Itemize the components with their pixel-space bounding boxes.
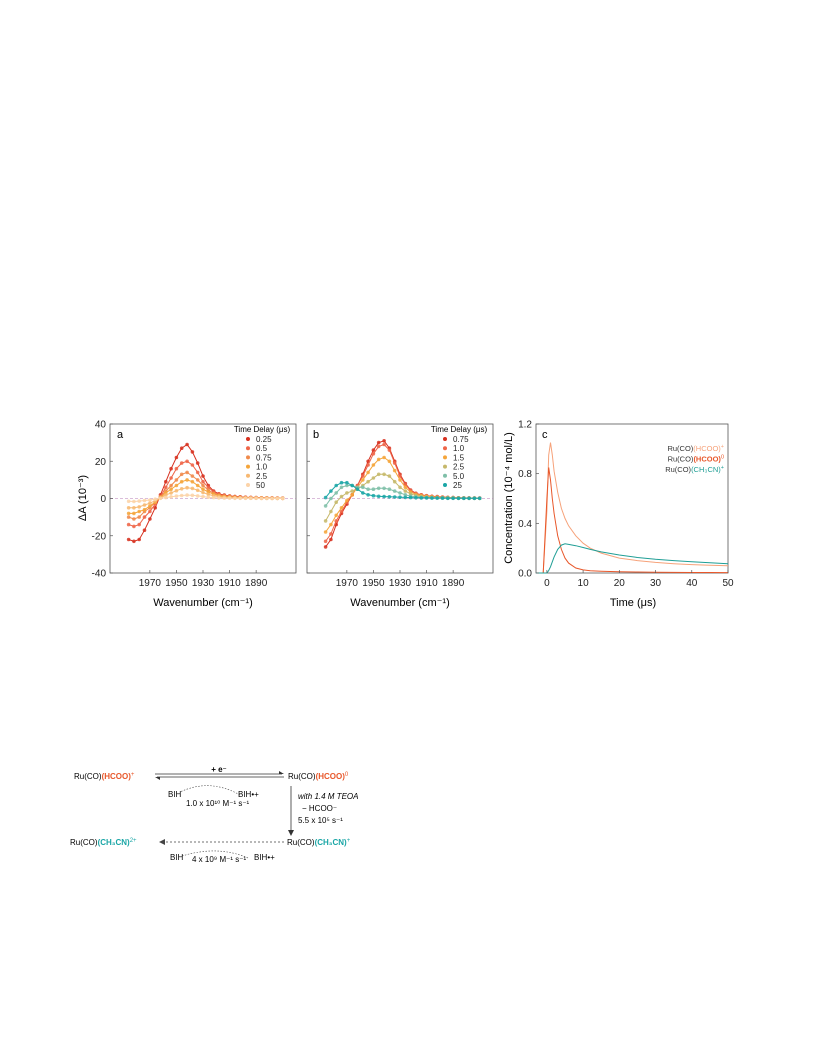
electron-label: + e⁻ <box>211 765 227 774</box>
data-point <box>457 497 461 501</box>
data-point <box>249 497 253 501</box>
data-point <box>372 494 376 498</box>
legend-label: 5.0 <box>453 471 465 481</box>
data-point <box>409 496 413 500</box>
legend-marker <box>443 455 447 459</box>
legend-label: 0.75 <box>256 453 272 463</box>
data-point <box>132 525 136 529</box>
data-point <box>169 467 173 471</box>
legend-marker <box>246 455 250 459</box>
panel-b-legend <box>443 435 469 490</box>
legend-label: 0.75 <box>453 435 469 444</box>
data-point <box>175 489 179 493</box>
bottom-arrowhead <box>159 839 165 845</box>
data-point <box>201 484 205 488</box>
data-point <box>345 491 349 495</box>
data-point <box>143 503 147 507</box>
data-point <box>361 491 365 495</box>
data-point <box>393 461 397 465</box>
data-point <box>382 495 386 499</box>
data-point <box>169 487 173 491</box>
x-tick-label: 40 <box>686 578 698 589</box>
data-point <box>366 493 370 497</box>
data-point <box>350 489 354 493</box>
data-point <box>143 499 147 503</box>
forward-arrowhead <box>279 771 284 774</box>
data-point <box>425 496 429 500</box>
legend-marker <box>246 474 250 478</box>
x-tick-label: 20 <box>613 578 625 589</box>
panel-b-letter: b <box>313 429 320 441</box>
bih-curve-top <box>180 786 240 795</box>
data-point <box>191 480 195 484</box>
data-point <box>180 480 184 484</box>
legend-marker <box>246 446 250 450</box>
species-left-bottom: $Ru(CO)(CH_3CN)^{2+}$ <box>70 838 137 847</box>
data-point <box>127 512 131 516</box>
data-point <box>377 441 381 445</box>
data-point <box>324 530 328 534</box>
data-point <box>137 510 141 514</box>
data-point <box>324 496 328 500</box>
y-tick-label: 0.4 <box>518 518 532 530</box>
panel-a-legend-title: Time Delay (μs) <box>233 425 291 434</box>
data-point <box>191 450 195 454</box>
condition-label: with 1.4 M TEOA <box>298 792 359 801</box>
data-point <box>175 494 179 498</box>
data-point <box>180 487 184 491</box>
data-point <box>169 476 173 480</box>
data-point <box>393 469 397 473</box>
data-point <box>398 495 402 499</box>
data-point <box>329 489 333 493</box>
data-point <box>153 497 157 501</box>
data-point <box>398 478 402 482</box>
data-point <box>334 514 338 518</box>
legend-label: 50 <box>256 481 265 490</box>
data-point <box>191 474 195 478</box>
panel-b-xlabel: Wavenumber (cm⁻¹) <box>350 597 450 609</box>
data-point <box>435 496 439 500</box>
data-point <box>201 487 205 491</box>
data-point <box>185 460 189 464</box>
data-point <box>148 517 152 521</box>
y-tick-label: -20 <box>91 531 106 543</box>
legend-label: Ru(CO)(HCOO)$^0$ <box>667 454 724 464</box>
data-point <box>169 484 173 488</box>
bih-radical-bottom: BIH•+ <box>254 853 275 862</box>
data-point <box>361 478 365 482</box>
panel-a-xlabel: Wavenumber (cm⁻¹) <box>153 597 253 609</box>
panel-a-legend <box>246 435 272 490</box>
x-tick-label: 1930 <box>388 578 412 589</box>
y-tick-label: 20 <box>94 456 106 468</box>
data-point <box>334 519 338 523</box>
vertical-rate: 5.5 x 10⁵ s⁻¹ <box>298 816 343 825</box>
x-tick-label: 1970 <box>335 578 358 589</box>
data-point <box>132 500 136 504</box>
data-point <box>382 473 386 477</box>
data-point <box>281 497 285 501</box>
data-point <box>388 460 392 464</box>
data-point <box>350 484 354 488</box>
panel-a <box>77 420 296 610</box>
x-tick-label: 0 <box>544 578 550 589</box>
data-point <box>175 484 179 488</box>
panel-b-legend-title: Time Delay (μs) <box>430 425 488 434</box>
panel-c <box>503 420 734 610</box>
data-point <box>185 471 189 475</box>
data-point <box>398 486 402 490</box>
data-point <box>324 504 328 508</box>
data-point <box>377 445 381 449</box>
panel-c-xlabel: Time (μs) <box>609 597 657 609</box>
legend-marker <box>246 483 250 487</box>
data-point <box>366 463 370 467</box>
panel-c-legend <box>665 444 724 474</box>
data-point <box>201 480 205 484</box>
data-point <box>191 494 195 498</box>
rate-bottom: 4 x 10⁹ M⁻¹ s⁻¹ <box>192 855 247 864</box>
data-point <box>329 532 333 536</box>
data-point <box>340 486 344 490</box>
data-point <box>451 497 455 501</box>
legend-marker <box>246 437 250 441</box>
legend-marker <box>443 446 447 450</box>
data-point <box>175 467 179 471</box>
data-point <box>254 497 258 501</box>
legend-label: 1.0 <box>453 444 465 454</box>
data-point <box>185 478 189 482</box>
data-point <box>132 517 136 521</box>
data-point <box>127 506 131 510</box>
reaction-scheme <box>70 765 358 864</box>
data-point <box>473 497 477 501</box>
data-point <box>185 493 189 497</box>
data-point <box>446 497 450 501</box>
data-point <box>132 512 136 516</box>
data-point <box>377 458 381 462</box>
x-tick-label: 1910 <box>218 578 241 589</box>
panel-c-ylabel: Concentration (10⁻⁴ mol/L) <box>503 432 515 564</box>
panel-c-letter: c <box>542 429 548 441</box>
x-tick-label: 1930 <box>191 578 215 589</box>
data-point <box>398 491 402 495</box>
data-point <box>137 523 141 527</box>
y-tick-label: 1.2 <box>518 419 532 431</box>
data-point <box>201 474 205 478</box>
x-tick-label: 1890 <box>245 578 268 589</box>
data-point <box>361 486 365 490</box>
legend-marker <box>443 483 447 487</box>
data-point <box>180 473 184 477</box>
data-point <box>372 452 376 456</box>
data-point <box>329 523 333 527</box>
data-point <box>382 443 386 447</box>
data-point <box>212 496 216 500</box>
data-point <box>196 461 200 465</box>
data-point <box>345 499 349 503</box>
data-point <box>404 496 408 500</box>
panel-b <box>307 424 493 609</box>
data-point <box>388 495 392 499</box>
data-point <box>340 495 344 499</box>
data-point <box>180 446 184 450</box>
data-point <box>430 496 434 500</box>
data-point <box>382 487 386 491</box>
data-point <box>137 538 141 542</box>
data-point <box>185 486 189 490</box>
data-point <box>217 496 221 500</box>
data-point <box>414 496 418 500</box>
x-tick-label: 1890 <box>442 578 465 589</box>
data-point <box>191 487 195 491</box>
y-tick-label: -40 <box>91 568 106 580</box>
data-point <box>191 463 195 467</box>
legend-marker <box>443 474 447 478</box>
data-point <box>372 463 376 467</box>
data-point <box>164 486 168 490</box>
data-point <box>196 489 200 493</box>
data-point <box>223 496 227 500</box>
data-point <box>169 491 173 495</box>
data-point <box>377 487 381 491</box>
panel-b-marks <box>307 439 493 549</box>
data-point <box>127 515 131 519</box>
legend-label: 2.5 <box>256 471 268 481</box>
data-point <box>324 540 328 544</box>
bih-radical-top: BIH•+ <box>238 790 259 799</box>
data-point <box>441 496 445 500</box>
data-point <box>270 497 274 501</box>
data-point <box>175 456 179 460</box>
species-right-bottom: Ru(CO)(CH₃CN)+ <box>287 838 351 847</box>
data-point <box>207 495 211 499</box>
data-point <box>366 480 370 484</box>
data-point <box>137 499 141 503</box>
data-point <box>233 497 237 501</box>
data-point <box>137 515 141 519</box>
data-point <box>265 497 269 501</box>
data-point <box>228 496 232 500</box>
data-point <box>388 448 392 452</box>
x-tick-label: 1950 <box>165 578 188 589</box>
y-tick-label: 0.0 <box>518 568 532 580</box>
data-point <box>334 484 338 488</box>
species-right-top: Ru(CO)(HCOO)$^0$ <box>288 772 349 781</box>
legend-label: 0.5 <box>256 444 268 454</box>
data-point <box>148 501 152 505</box>
species-left-top: Ru(CO)(HCOO)+ <box>74 772 135 781</box>
data-point <box>127 500 131 504</box>
data-point <box>356 487 360 491</box>
data-point <box>196 484 200 488</box>
reverse-arrowhead <box>155 777 160 780</box>
data-point <box>393 480 397 484</box>
data-point <box>334 500 338 504</box>
bih-bottom: BIH <box>170 853 184 862</box>
data-point <box>372 476 376 480</box>
legend-label: 0.25 <box>256 435 272 444</box>
x-tick-label: 10 <box>577 578 589 589</box>
data-point <box>467 497 471 501</box>
data-point <box>340 481 344 485</box>
data-point <box>393 495 397 499</box>
data-point <box>404 486 408 490</box>
data-point <box>196 478 200 482</box>
legend-label: 1.5 <box>453 453 465 463</box>
data-point <box>366 471 370 475</box>
legend-marker <box>443 437 447 441</box>
legend-label: 1.0 <box>256 462 268 472</box>
data-point <box>340 506 344 510</box>
data-point <box>132 540 136 544</box>
y-tick-label: 0.8 <box>518 469 532 481</box>
legend-marker <box>246 465 250 469</box>
data-point <box>334 491 338 495</box>
data-point <box>137 505 141 509</box>
data-point <box>175 478 179 482</box>
data-point <box>388 487 392 491</box>
x-tick-label: 1910 <box>415 578 438 589</box>
data-point <box>244 497 248 501</box>
data-point <box>185 443 189 447</box>
data-point <box>345 481 349 485</box>
data-point <box>377 495 381 499</box>
data-point <box>148 510 152 514</box>
loss-label: − HCOO⁻ <box>302 804 338 813</box>
data-point <box>148 498 152 502</box>
data-point <box>143 528 147 532</box>
data-point <box>329 510 333 514</box>
data-point <box>329 497 333 501</box>
x-tick-label: 30 <box>649 578 662 589</box>
legend-label: Ru(CO)(CH₃CN)+ <box>665 465 724 474</box>
data-point <box>201 491 205 495</box>
data-point <box>377 473 381 477</box>
data-point <box>201 495 205 499</box>
data-point <box>127 538 131 542</box>
data-point <box>132 506 136 510</box>
data-point <box>382 456 386 460</box>
vertical-arrowhead <box>288 830 294 836</box>
legend-label: 25 <box>453 481 462 490</box>
data-point <box>324 519 328 523</box>
data-point <box>324 545 328 549</box>
data-point <box>478 497 482 501</box>
data-point <box>180 461 184 465</box>
data-point <box>393 489 397 493</box>
data-point <box>180 494 184 498</box>
panel-a-ylabel: ΔA (10⁻³) <box>77 474 89 522</box>
y-tick-label: 0 <box>100 494 106 505</box>
rate-top: 1.0 x 10¹⁰ M⁻¹ s⁻¹ <box>186 799 250 808</box>
data-point <box>372 487 376 491</box>
data-point <box>350 493 354 497</box>
x-tick-label: 1950 <box>362 578 385 589</box>
legend-label: Ru(CO)(HCOO)+ <box>667 444 724 453</box>
bih-top: BIH <box>168 790 182 799</box>
data-point <box>164 496 168 500</box>
legend-label: 2.5 <box>453 462 465 472</box>
x-tick-label: 1970 <box>138 578 161 589</box>
panel-a-letter: a <box>117 429 124 441</box>
data-point <box>260 497 264 501</box>
data-point <box>164 480 168 484</box>
data-point <box>366 487 370 491</box>
data-point <box>404 489 408 493</box>
data-point <box>382 439 386 443</box>
data-point <box>169 495 173 499</box>
data-point <box>196 471 200 475</box>
data-point <box>238 497 242 501</box>
data-point <box>462 497 466 501</box>
data-point <box>388 474 392 478</box>
legend-marker <box>443 465 447 469</box>
x-tick-label: 50 <box>722 578 734 589</box>
data-point <box>196 494 200 498</box>
data-point <box>143 508 147 512</box>
data-point <box>420 496 424 500</box>
data-point <box>329 538 333 542</box>
data-point <box>159 497 163 501</box>
data-point <box>276 497 280 501</box>
data-point <box>127 523 131 527</box>
y-tick-label: 40 <box>94 419 106 431</box>
data-point <box>143 515 147 519</box>
